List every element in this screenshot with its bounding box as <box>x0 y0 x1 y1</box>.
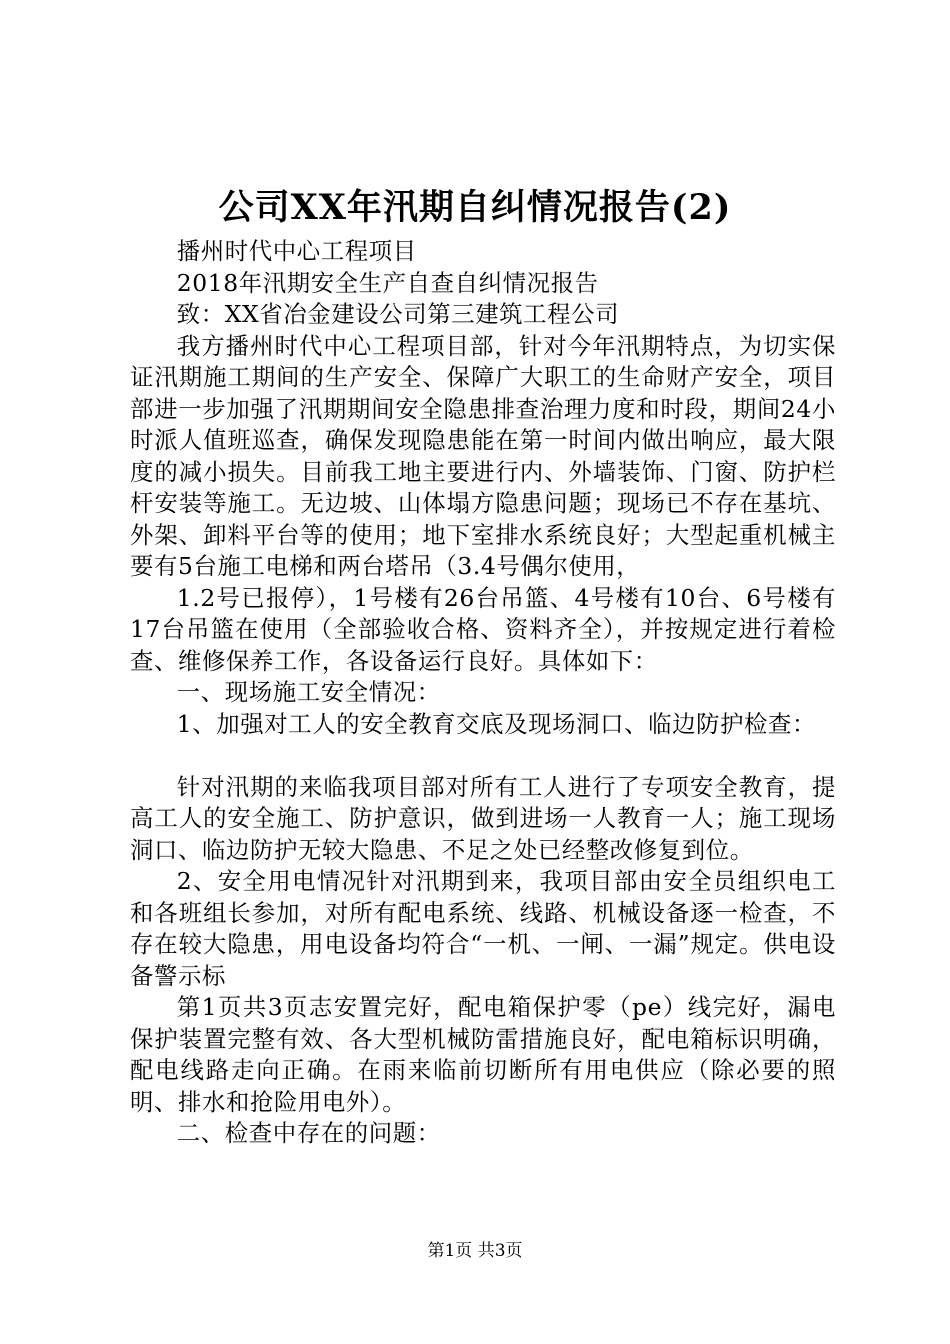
heading-site-safety: 一、现场施工安全情况： <box>176 678 441 706</box>
paragraph-addressee: 致：XX省冶金建设公司第三建筑工程公司 <box>176 300 620 328</box>
paragraph-report-title: 2018年汛期安全生产自查自纠情况报告 <box>176 268 599 297</box>
paragraph-project-name: 播州时代中心工程项目 <box>176 237 417 265</box>
paragraph-introduction: 我方播州时代中心工程项目部，针对今年汛期特点，为切实保证汛期施工期间的生产安全、保障广大职工的生命财产安全，项目部进一步加强了汛期期间安全隐患排查治理力度和时段，期间24小时派人值班巡查，确保发现隐患能在第一时间内做出响应，最大限度的减小损失。目前我工地主要进行内、外墙装饰、门窗、防护栏杆安装等施工。无边坡、山体塌方隐患问题；现场已不存在基坑、外架、卸料平台等的使用；地下室排水系统良好；大型起重机械主要有5台施工电梯和两台塔吊（3.4号偶尔使用， <box>130 331 836 580</box>
document-title: 公司XX年汛期自纠情况报告(2) <box>218 187 732 228</box>
paragraph-electricity-safety: 2、安全用电情况针对汛期到来，我项目部由安全员组织电工和各班组长参加，对所有配电系统、线路、机械设备逐一检查，不存在较大隐患，用电设备均符合“一机、一闸、一漏”规定。供电设备警示标 <box>130 867 836 990</box>
heading-issues-found: 二、检查中存在的问题： <box>176 1119 441 1147</box>
paragraph-safety-education: 针对汛期的来临我项目部对所有工人进行了专项安全教育，提高工人的安全施工、防护意识，做到进场一人教育一人；施工现场洞口、临边防护无较大隐患、不足之处已经整改修复到位。 <box>130 772 836 864</box>
paragraph-equipment-status: 1.2号已报停），1号楼有26台吊篮、4号楼有10台、6号楼有17台吊篮在使用（全部验收合格、资料齐全），并按规定进行着检查、维修保养工作，各设备运行良好。具体如下： <box>130 583 836 675</box>
heading-safety-education: 1、加强对工人的安全教育交底及现场洞口、临边防护检查： <box>176 709 817 738</box>
page-footer: 第1页 共3页 <box>427 1241 523 1261</box>
paragraph-electricity-details: 第1页共3页志安置完好，配电箱保护零（pe）线完好，漏电保护装置完整有效、各大型机械防雷措施良好，配电箱标识明确，配电线路走向正确。在雨来临前切断所有用电供应（除必要的照明、排水和抢险用电外）。 <box>130 993 836 1116</box>
document-body <box>130 236 836 1150</box>
